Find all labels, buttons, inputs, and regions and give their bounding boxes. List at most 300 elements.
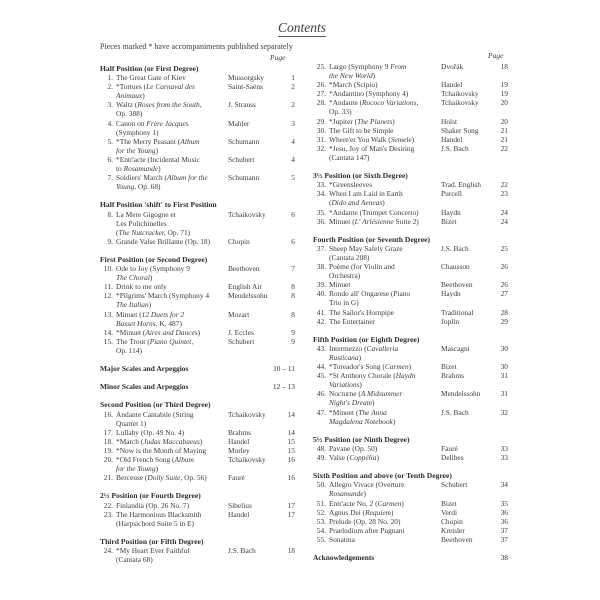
entry-number: 53. [316,516,326,526]
title-part: Lullaby (Op. 49 No. 4) [116,427,185,437]
title-part: Soldiers' March ( [116,173,168,183]
entry-number: 32. [316,143,326,153]
entry-number: 31. [316,134,326,144]
title-part: Agnus Dei ( [329,507,366,517]
italic-title-part: From [390,62,407,71]
contents-standalone-section [100,382,295,391]
entry-title [116,510,228,528]
section-heading: Half Position (or First Degree) [100,64,199,73]
entry-title [116,155,228,173]
entry-title [116,546,228,564]
entry-title-line [116,273,228,282]
entry-title [329,262,441,280]
title-part: *Pilgrims' March (Symphony 4 [116,291,210,301]
entry-title-line [116,219,228,228]
contents-section [313,171,508,226]
title-part: ) [401,498,404,508]
page-column-header-right: Page [488,51,504,60]
contents-entry [100,282,295,291]
contents-entry [100,446,295,455]
entry-number: 26. [316,80,326,90]
entry-title [116,291,228,309]
entry-page: 8 [291,291,295,301]
contents-entry [100,210,295,237]
entry-composer: Traditional [441,307,474,317]
italic-title-part: Semele [390,134,412,144]
entry-title-line [116,519,228,528]
title-part: Op. 114) [116,345,143,355]
entry-title [116,410,228,428]
entry-number: 21. [103,473,113,483]
entry-page: 36 [500,516,508,526]
italic-title-part: Album for the [167,173,208,183]
entry-page: 27 [500,289,508,299]
contents-entry [100,73,295,82]
entry-title-line [329,189,441,198]
entry-composer: Tchaikovsky [441,98,479,108]
entry-composer: Handel [441,80,463,90]
entry-title [329,308,441,317]
entry-number: 19. [103,445,113,455]
entry-title [116,310,228,328]
entry-title-line [116,91,228,100]
entry-page: 24 [500,207,508,217]
entry-title-line [116,464,228,473]
entry-title [116,237,228,246]
title-part: *Now is the Month of Maying [116,445,207,455]
title-part: ) [199,436,203,446]
contents-section [100,200,295,245]
entry-composer: Tchaikovsky [228,209,266,219]
entry-number: 54. [316,525,326,535]
entry-number: 24. [103,545,113,555]
entry-title [116,119,228,137]
entry-page: 17 [287,500,295,510]
entry-title-line [329,389,441,398]
entry-title [116,328,228,337]
entry-page: 2 [291,100,295,110]
entry-title [116,428,228,437]
title-part: Canon on [116,118,147,128]
entry-page: 3 [291,118,295,128]
title-part: ) [149,273,153,283]
title-part: (Cantata 147) [329,152,370,162]
contents-entry [313,389,508,407]
title-part: ) [359,380,362,390]
entry-number: 37. [316,243,326,253]
entry-number: 23. [103,509,113,519]
contents-entry [313,98,508,116]
title-part: The Sailor's Hornpipe [329,307,394,317]
entry-title-line [116,428,228,437]
entry-title-line [329,526,441,535]
entry-composer: J. Eccles [228,327,254,337]
title-part: Op. 33) [329,107,352,117]
italic-title-part: Basset Horns, [116,318,158,328]
contents-entry [100,455,295,473]
italic-title-part: Judas Maccabaeus [143,436,200,446]
entry-page: 17 [287,509,295,519]
entry-number: 30. [316,125,326,135]
entry-title-line [329,480,441,489]
title-part: *Entr'acte (Incidental Music [116,154,200,164]
entry-page: 7 [291,264,295,274]
entry-title [329,180,441,189]
contents-section [100,64,295,191]
title-part: Prelude (Op. 28 No. 20) [329,516,401,526]
italic-title-part: 12 Duets for 2 [141,309,185,319]
entry-title [329,453,441,462]
entry-number: 2. [107,82,113,92]
italic-title-part: Requiem [365,507,391,517]
title-part: *Tortues ( [116,82,147,92]
entry-title-line [329,107,441,116]
entry-title-line [329,117,441,126]
entry-composer: Tchaikovsky [441,89,479,99]
entry-title [116,173,228,191]
entry-number: 17. [103,427,113,437]
entry-title-line [116,228,228,237]
entry-title-line [116,173,228,182]
entry-title [329,280,441,289]
entry-title [329,526,441,535]
contents-entry [100,437,295,446]
entry-title [329,189,441,207]
entry-composer: Mussorgsky [228,73,265,83]
entry-composer: Mascagni [441,343,470,353]
entry-title [116,210,228,237]
title-part: Grande Valse Brillante (Op. 18) [116,236,211,246]
entry-number: 35. [316,207,326,217]
contents-entry [313,217,508,226]
italic-title-part: Dido and Aeneas [331,198,383,208]
entry-number: 7. [107,173,113,183]
contents-entry [313,117,508,126]
italic-title-part: A Midsummer [360,389,403,399]
contents-entry [100,328,295,337]
entry-title-line [329,80,441,89]
title-part: Op. 68) [136,182,161,192]
section-heading: 2½ Position (or Fourth Degree) [100,491,201,501]
section-heading: Fourth Position (or Seventh Degree) [313,234,430,244]
entry-title [329,371,441,389]
entry-page: 30 [500,343,508,353]
title-part: Op. 56) [182,473,207,483]
contents-entry [100,82,295,100]
title-part: ( [116,227,119,237]
contents-entry [100,264,295,282]
title-part: Les Polichinelles [116,218,167,228]
title-part: *Andante (Trumpet Concerto) [329,207,419,217]
entry-composer: J.S. Bach [228,545,256,555]
entry-number: 33. [316,180,326,190]
entry-title [329,244,441,262]
title-part: *March (Scipio) [329,80,378,90]
entry-page: 37 [500,534,508,544]
entry-title [116,501,228,510]
title-part: *Minuet ( [116,327,146,337]
section-heading: 3½ Position (or Sixth Degree) [313,171,408,181]
page-title [0,20,600,36]
section-page: 38 [500,553,508,563]
section-heading: Second Position (or Third Degree) [100,400,211,410]
entry-page: 36 [500,507,508,517]
entry-page: 32 [500,407,508,417]
entry-title [116,100,228,118]
contents-entry [100,428,295,437]
entry-number: 46. [316,389,326,399]
entry-composer: Haydn [441,289,461,299]
entry-title-line [329,508,441,517]
italic-title-part: L' Arlésienne [354,216,394,226]
italic-title-part: Young, [116,182,137,192]
entry-page: 4 [291,136,295,146]
entry-page: 22 [500,143,508,153]
entry-title-line [329,371,441,380]
title-part: Nocturne ( [329,389,361,399]
contents-section [313,62,508,162]
entry-composer: Fauré [441,443,458,453]
entry-number: 10. [103,264,113,274]
entry-title [329,389,441,407]
italic-title-part: the New World [329,71,373,81]
entry-title-line [329,298,441,307]
entry-composer: J.S. Bach [441,407,469,417]
contents-section [313,471,508,544]
contents-entry [100,501,295,510]
contents-entry [313,126,508,135]
title-part: (Symphony 1) [116,127,159,137]
entry-title [329,508,441,517]
entry-page: 33 [500,443,508,453]
entry-page: 30 [500,362,508,372]
entry-page: 9 [291,336,295,346]
entry-number: 55. [316,534,326,544]
entry-number: 41. [316,307,326,317]
entry-title-line [116,237,228,246]
entry-composer: J.S. Bach [441,143,469,153]
entry-title-line [329,317,441,326]
entry-title [116,446,228,455]
entry-title-line [116,300,228,309]
contents-entry [313,308,508,317]
entry-composer: Dvořák [441,62,464,71]
entry-composer: Schumann [228,136,260,146]
contents-entry [100,291,295,309]
contents-entry [313,180,508,189]
title-part: Sheep May Safely Graze [329,243,403,253]
contents-standalone-section [100,364,295,373]
title-part: Waltz ( [116,100,138,110]
entry-title-line [116,264,228,273]
title-part: *Old French Song ( [116,455,175,465]
entry-composer: Handel [228,436,250,446]
entry-number: 51. [316,498,326,508]
entry-composer: J.S. Bach [441,243,469,253]
entry-page: 21 [500,134,508,144]
entry-title-line [116,146,228,155]
italic-title-part: The Planets [357,116,393,126]
entry-number: 38. [316,262,326,272]
entry-page: 4 [291,154,295,164]
italic-title-part: Dolly Suite, [147,473,183,483]
entry-page: 6 [291,209,295,219]
entry-title-line [116,410,228,419]
entry-title [329,208,441,217]
title-part: ) [392,116,395,126]
italic-title-part: Carmen [377,498,402,508]
title-part: Trio in G) [329,298,359,308]
entry-number: 12. [103,291,113,301]
entry-page: 8 [291,309,295,319]
accompaniment-note: Pieces marked * have accompaniments published separately [100,42,293,51]
entry-composer: Bizet [441,498,457,508]
title-part: *The Merry Peasant ( [116,136,181,146]
entry-number: 28. [316,98,326,108]
italic-title-part: The Choral [116,273,150,283]
entry-composer: Mahler [228,118,250,128]
entry-page: 8 [291,282,295,292]
entry-title-line [329,180,441,189]
entry-number: 3. [107,100,113,110]
entry-title [329,289,441,307]
entry-title-line [116,546,228,555]
title-part: When I am Laid in Earth [329,189,403,199]
entry-title [329,135,441,144]
entry-page: 33 [500,453,508,463]
title-part: The Entertainer [329,316,376,326]
entry-page: 15 [287,436,295,446]
contents-entry [313,362,508,371]
title-part: Intermezzo ( [329,343,367,353]
title-part: Rondo all' Ongarese (Piano [329,289,411,299]
entry-page: 31 [500,389,508,399]
section-heading: Fifth Position (or Eighth Degree) [313,334,420,344]
entry-title [329,62,441,80]
entry-composer: Mozart [228,309,250,319]
entry-composer: Bizet [441,216,457,226]
entry-title [116,455,228,473]
entry-composer: English Air [228,282,262,292]
title-part: *Jupiter ( [329,116,358,126]
contents-entry [313,535,508,544]
entry-title-line [329,417,441,426]
entry-title-line [116,182,228,191]
entry-page: 16 [287,455,295,465]
title-part: (Harpsichord Suite 5 in E) [116,518,194,528]
italic-title-part: The Nutcracker, [118,227,166,237]
title-part: *St Anthony Chorale ( [329,371,396,381]
contents-entry [100,173,295,191]
entry-page: 23 [500,189,508,199]
title-part: *Minuet ( [329,407,359,417]
contents-entry [100,410,295,428]
contents-column-left [100,64,295,573]
entry-title-line [329,289,441,298]
entry-title [116,137,228,155]
entry-number: 9. [107,236,113,246]
section-heading: Minor Scales and Arpeggios [100,382,189,392]
entry-title [116,264,228,282]
entry-number: 40. [316,289,326,299]
title-part: Finlandia (Op. 26 No. 7) [116,500,190,510]
entry-title [329,444,441,453]
title-part: Op. 71) [165,227,191,237]
contents-entry [100,119,295,137]
contents-entry [100,100,295,118]
italic-title-part: Night's Dream [329,398,372,408]
italic-title-part: Frère Jacques [146,118,189,128]
title-part: Quartet 1) [116,418,147,428]
entry-title-line [116,82,228,91]
title-part: ) [148,300,152,310]
title-part: ) [155,464,159,474]
entry-title-line [116,291,228,300]
entry-title-line [329,408,441,417]
entry-composer: Morley [228,445,250,455]
entry-page: 25 [500,243,508,253]
contents-entry [313,526,508,535]
contents-entry [313,289,508,307]
entry-title [116,473,228,482]
contents-entry [313,62,508,80]
entry-number: 47. [316,407,326,417]
contents-entry [313,280,508,289]
entry-page: 16 [287,473,295,483]
entry-composer: Delibes [441,453,464,463]
entry-number: 11. [104,282,113,292]
entry-number: 29. [316,116,326,126]
title-part: Pavane (Op. 50) [329,443,378,453]
entry-composer: Holst [441,116,458,126]
italic-title-part: Le Carnaval des [146,82,195,92]
title-part: ) [371,398,375,408]
entry-number: 18. [103,436,113,446]
title-part: Allegro Vivace (Overture [329,480,405,490]
entry-title-line [116,446,228,455]
title-part: ) [363,489,366,499]
title-part: Sonatina [329,534,355,544]
title-part: The Harmonious Blacksmith [116,509,202,519]
entry-title-line [329,62,441,71]
entry-composer: Chopin [228,236,250,246]
entry-composer: Mendelssohn [228,291,268,301]
contents-entry [313,408,508,426]
title-part: Minuet ( [116,309,142,319]
title-part: Suite 2) [393,216,419,226]
italic-title-part: for the Young [116,145,156,155]
page-title-text: Contents [277,20,326,35]
entry-composer: Handel [228,509,250,519]
page-column-header-left: Page [270,53,286,62]
entry-composer: Schubert [228,154,255,164]
title-part: ) [392,416,396,426]
title-part: ) [408,362,412,372]
entry-composer: Saint-Saëns [228,82,263,92]
contents-entry [313,262,508,280]
entry-title-line [329,198,441,207]
italic-title-part: The Anna [358,407,387,417]
entry-number: 13. [103,309,113,319]
entry-title-line [116,337,228,346]
entry-number: 50. [316,480,326,490]
contents-entry [313,499,508,508]
entry-composer: Mendelssohn [441,389,481,399]
title-part: Entr'acte No. 2 ( [329,498,378,508]
entry-page: 18 [500,62,508,71]
contents-entry [313,453,508,462]
title-part: Berceuse ( [116,473,148,483]
